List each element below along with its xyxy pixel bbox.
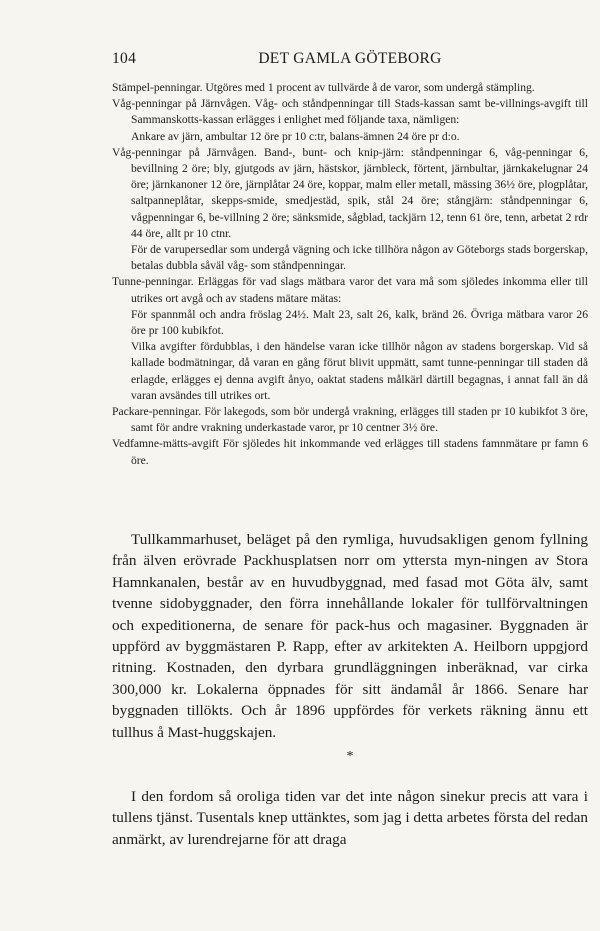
tariff-entry: Stämpel-penningar. Utgöres med 1 procent av tullvärde å de varor, som undergå stämpling. [112,81,535,94]
tariff-entry: Packare-penningar. För lakegods, som bör undergå vrakning, erlägges till staden pr 10 kubikfot 3 öre, samt för andre vrakning underkastade varor, pr 10 centner 3½ öre. [112,405,588,435]
section-separator: * [346,749,354,764]
tariff-subparagraph: Vilka avgifter fördubblas, i den händelse varan icke tillhör någon av stadens borgerskap. Vid så kallade bodmätningar, då varan en gång förut blivit uppmätt, samt tunne-penningar till staden då erlagde, erlägges ej denna avgift ånyo, oaktat stadens målkärl därtill begagnas, i annat fall än då varan avsändes till utrikes ort. [131,340,588,402]
body-text [112,529,588,743]
tariff-entry: Våg-penningar på Järnvågen. Våg- och ståndpenningar till Stads-kassan samt be-villnings-avgift till Sammanskotts-kassan erlägges i enlighet med följande taxa, nämligen: [112,97,588,127]
body-text-continued [112,786,588,850]
tariff-entry: Tunne-penningar. Erläggas för vad slags mätbara varor det vara må som sjöledes inkomma eller till utrikes ort avgå och av stadens mätare mätas: [112,275,588,305]
page-number: 104 [112,50,137,67]
tariff-subparagraph: För spannmål och andra fröslag 24½. Malt 23, salt 26, kalk, bränd 26. Övriga mätbara varor 26 öre pr 100 kubikfot. [131,307,588,338]
tariff-subparagraph: För de varupersedlar som undergå vägning och icke tillhöra någon av Göteborgs stads borgerskap, betalas dubbla såväl våg- som ståndpenningar. [131,243,588,273]
tariff-entry: Vedfamne-mätts-avgift För sjöledes hit inkommande ved erlägges till stadens famnmätare pr famn 6 öre. [112,437,588,467]
running-title: DET GAMLA GÖTEBORG [258,50,442,67]
tariff-subparagraph: Ankare av järn, ambultar 12 öre pr 10 c:tr, balans-ämnen 24 öre pr d:o. [131,129,460,143]
closing-paragraph: I den fordom så oroliga tiden var det inte någon sinekur precis att vara i tullens tjänst. Tusentals knep uttänktes, som jag i detta arbetes första del redan anmärkt, av lurendrejarne för att draga [112,788,588,848]
main-paragraph: Tullkammarhuset, beläget på den rymliga, huvudsakligen genom fyllning från älven erövrade Packhusplatsen norr om yttersta myn-ningen av Stora Hamnkanalen, består av en huvudbyggnad, med fasad mot Göta älv, samt tvenne sidobyggnader, den förra innehållande lokaler för tullförvaltningen och expeditionerna, de senare för pack-hus och magasiner. Byggnaden är uppförd av byggmästaren P. Rapp, efter av arkitekten A. Heilborn uppgjord ritning. Kostnaden, den dyrbara grundläggningen inberäknad, var cirka 300,000 kr. Lokalerna öppnades för sitt ändamål år 1866. Senare har byggnaden tillökts. Och år 1896 uppfördes för verkets räkning ännu ett tullhus å Mast-huggskajen. [112,531,588,741]
tariff-entry: Våg-penningar på Järnvågen. Band-, bunt- och knip-järn: ståndpenningar 6, våg-penningar 6, bevillning 2 öre; bly, gjutgods av järn, hästskor, järnbleck, förtent, järnbultar, järnkakelugnar 24 öre; järnkanoner 12 öre, järnplåtar 24 öre, koppar, malm eller metall, mässing 36½ öre, plogplåtar, saltpanneplåtar, skepps-smide, smedjestäd, spik, stål 24 öre; stångjärn: ståndpenningar 6, vågpenningar 6, be-villning 2 öre; sänksmide, sågblad, tackjärn 12, tenn 61 öre, tenn, arbetat 2 rdr 44 öre, allt pr 10 ctnr. [112,145,588,240]
tariff-list [112,80,588,469]
